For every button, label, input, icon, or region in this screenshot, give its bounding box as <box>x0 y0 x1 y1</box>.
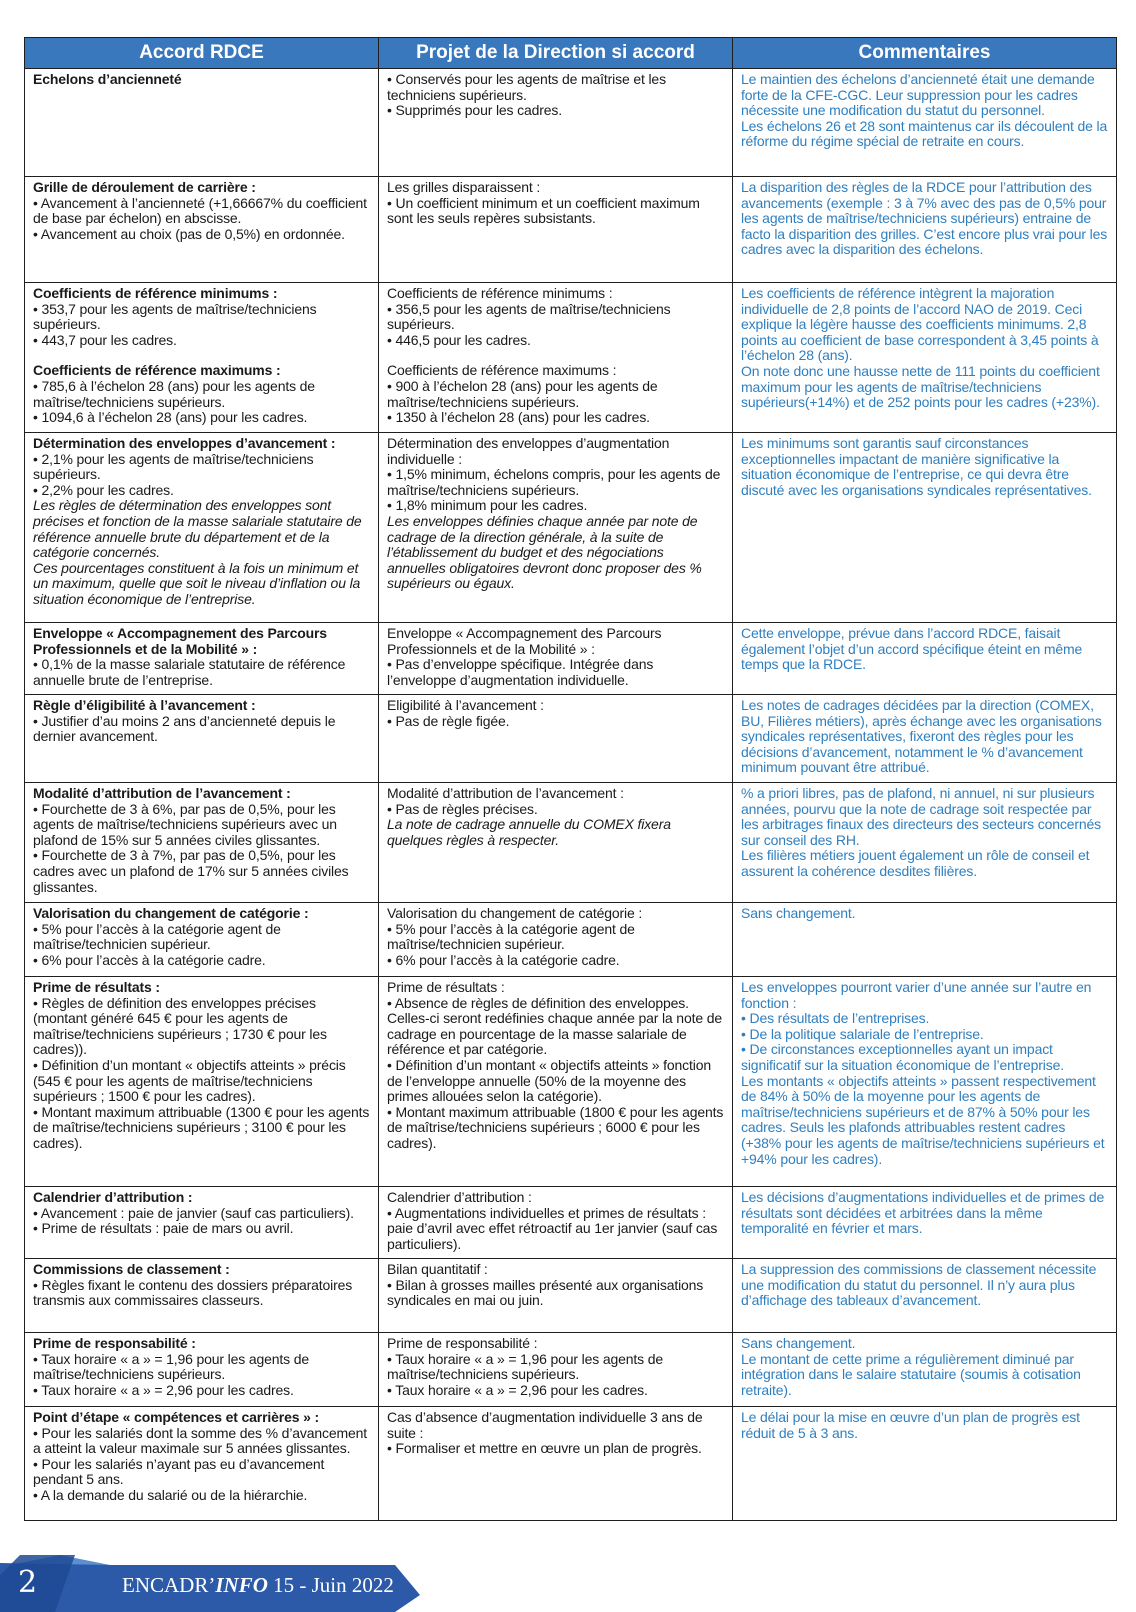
cell-text: Les enveloppes définies chaque année par note de cadrage de la direction générale, à la suite de l’établissement du budget et des négociations annuelles obligatoires devront donc proposer des % supérieurs ou égaux. <box>387 512 702 592</box>
cell-text: • Conservés pour les agents de maîtrise et les techniciens supérieurs. <box>387 71 666 103</box>
commentaires-cell <box>733 903 1117 977</box>
projet-direction-cell <box>379 695 733 783</box>
cell-text: • 5% pour l’accès à la catégorie agent de maîtrise/technicien supérieur. <box>387 920 635 953</box>
cell-text: • Des résultats de l’entreprises. <box>741 1010 930 1027</box>
cell-text: Les coefficients de référence intègrent la majoration individuelle de 2,8 points de l’accord NAO de 2019. Ceci explique la légère hausse des coefficients minimums. 2,8 points au coefficient de base correspondent à 3,45 points à l’échelon 28 (ans). <box>741 285 1099 364</box>
cell-text: Les échelons 26 et 28 sont maintenus car ils découlent de la réforme du régime spécial de retraite en cours. <box>741 117 1108 150</box>
accord-rdce-cell <box>25 177 379 283</box>
cell-text: • Justifier d’au moins 2 ans d’ancienneté depuis le dernier avancement. <box>33 712 336 745</box>
cell-heading: Prime de responsabilité : <box>33 1335 196 1351</box>
cell-paragraph <box>387 363 725 425</box>
cell-text: Les filières métiers jouent également un rôle de conseil et assurent la cohérence desdites filières. <box>741 847 1090 879</box>
table-row <box>25 1259 1117 1333</box>
cell-heading: Calendrier d’attribution : <box>33 1189 193 1205</box>
cell-heading: Coefficients de référence maximums : <box>33 362 281 379</box>
cell-text: • 1350 à l’échelon 28 (ans) pour les cadres. <box>387 409 650 426</box>
cell-text: • Supprimés pour les cadres. <box>387 102 563 119</box>
header-row <box>25 38 1117 69</box>
cell-text: Sans changement. <box>741 905 856 921</box>
cell-text: • 443,7 pour les cadres. <box>33 331 177 348</box>
projet-direction-cell <box>379 283 733 433</box>
cell-text: • 356,5 pour les agents de maîtrise/techniciens supérieurs. <box>387 300 671 333</box>
cell-heading: Coefficients de référence minimums : <box>33 285 278 301</box>
cell-text: Les enveloppes pourront varier d’une année sur l’autre en fonction : <box>741 979 1092 1011</box>
cell-text: • 446,5 pour les cadres. <box>387 331 531 348</box>
commentaires-cell <box>733 623 1117 695</box>
table-row <box>25 1333 1117 1407</box>
cell-text: Les montants « objectifs atteints » passent respectivement de 84% à 50% de la moyenne pour les agents de maîtrise/techniciens supérieurs et de 87% à 50% pour les cadres. Seuls les plafonds attribuables restent cadres (+38% pour les agents de maîtrise/techniciens supérieurs et +94% pour les cadres). <box>741 1072 1105 1167</box>
cell-text: Coefficients de référence minimums : <box>387 285 613 301</box>
cell-text: • Pas de règles précises. <box>387 800 538 817</box>
cell-text: Cas d’absence d’augmentation individuelle 3 ans de suite : <box>387 1409 703 1441</box>
cell-text: • Avancement à l’ancienneté (+1,66667% du coefficient de base par échelon) en abscisse. <box>33 194 367 227</box>
cell-text: Bilan quantitatif : <box>387 1261 488 1277</box>
cell-text: • Pour les salariés dont la somme des % d’avancement a atteint la valeur maximale sur 5 années glissantes. <box>33 1424 368 1457</box>
cell-text: • De la politique salariale de l’entreprise. <box>741 1025 984 1042</box>
table-row <box>25 433 1117 623</box>
cell-heading: Grille de déroulement de carrière : <box>33 179 256 195</box>
cell-text: La note de cadrage annuelle du COMEX fixera quelques règles à respecter. <box>387 816 671 848</box>
cell-text: • Avancement : paie de janvier (sauf cas particuliers). <box>33 1204 354 1221</box>
magazine-title <box>122 1573 394 1598</box>
accord-rdce-cell <box>25 695 379 783</box>
cell-text: Coefficients de référence maximums : <box>387 362 617 379</box>
column-header-commentaires: Commentaires <box>733 38 1117 69</box>
projet-direction-cell <box>379 977 733 1187</box>
cell-text: Eligibilité à l’avancement : <box>387 697 544 713</box>
cell-heading: Point d’étape « compétences et carrières » : <box>33 1409 319 1425</box>
table-row <box>25 1407 1117 1521</box>
cell-text: • Taux horaire « a » = 1,96 pour les agents de maîtrise/techniciens supérieurs. <box>33 1350 309 1383</box>
cell-text: Prime de responsabilité : <box>387 1335 538 1351</box>
cell-text: • Règles fixant le contenu des dossiers préparatoires transmis aux commissaires classeurs. <box>33 1276 353 1309</box>
cell-text: La disparition des règles de la RDCE pour l’attribution des avancements (exemple : 3 à 7% avec des pas de 0,5% pour les agents de maîtrise/techniciens supérieurs) entraine de facto la disparition des grilles. C’est encore plus vrai pour les cadres avec la disparition des échelons. <box>741 179 1108 258</box>
cell-text: • Taux horaire « a » = 2,96 pour les cadres. <box>33 1381 294 1398</box>
table-row <box>25 69 1117 177</box>
magazine-suffix: INFO <box>215 1573 268 1597</box>
cell-heading: Commissions de classement : <box>33 1261 230 1277</box>
cell-heading: Règle d’éligibilité à l’avancement : <box>33 697 256 713</box>
cell-text: • 5% pour l’accès à la catégorie agent de maîtrise/technicien supérieur. <box>33 920 281 953</box>
cell-text: On note donc une hausse nette de 111 points du coefficient maximum pour les agents de maîtrise/techniciens supérieurs(+14%) et de 252 points pour les cadres (+23%). <box>741 362 1100 411</box>
cell-text: Cette enveloppe, prévue dans l’accord RDCE, faisait également l’objet d’un accord spécifique éteint en même temps que la RDCE. <box>741 625 1083 673</box>
table-row <box>25 177 1117 283</box>
magazine-issue: 15 - Juin 2022 <box>267 1573 394 1597</box>
commentaires-cell <box>733 1407 1117 1521</box>
commentaires-cell <box>733 433 1117 623</box>
accord-rdce-cell <box>25 783 379 903</box>
commentaires-cell <box>733 1333 1117 1407</box>
cell-text: • Définition d’un montant « objectifs atteints » précis (545 € pour les agents de maîtrise/techniciens supérieurs ; 1500 € pour les cadres). <box>33 1056 346 1105</box>
cell-text: • Fourchette de 3 à 7%, par pas de 0,5%, pour les cadres avec un plafond de 17% sur 5 années civiles glissantes. <box>33 847 349 895</box>
cell-text: • 353,7 pour les agents de maîtrise/techniciens supérieurs. <box>33 300 317 333</box>
cell-text: • Taux horaire « a » = 1,96 pour les agents de maîtrise/techniciens supérieurs. <box>387 1350 663 1383</box>
cell-text: Le montant de cette prime a régulièrement diminué par intégration dans le salaire statutaire (soumis à cotisation retraite). <box>741 1350 1081 1398</box>
projet-direction-cell <box>379 177 733 283</box>
cell-text: • Formaliser et mettre en œuvre un plan de progrès. <box>387 1440 702 1457</box>
table-row <box>25 623 1117 695</box>
projet-direction-cell <box>379 783 733 903</box>
cell-text: • Pas d’enveloppe spécifique. Intégrée dans l’enveloppe d’augmentation individuelle. <box>387 656 654 688</box>
cell-text: • Fourchette de 3 à 6%, par pas de 0,5%, pour les agents de maîtrise/techniciens supérieurs avec un plafond de 15% sur 5 années civiles glissantes. <box>33 800 337 848</box>
table-row <box>25 903 1117 977</box>
comparison-table <box>24 37 1117 1521</box>
cell-text: Enveloppe « Accompagnement des Parcours Professionnels et de la Mobilité » : <box>387 625 662 657</box>
cell-text: • Montant maximum attribuable (1800 € pour les agents de maîtrise/techniciens supérieurs ; 6000 € pour les cadres). <box>387 1103 724 1151</box>
cell-text: Le maintien des échelons d’ancienneté était une demande forte de la CFE-CGC. Leur suppression pour les cadres nécessite une modification du statut du personnel. <box>741 71 1095 119</box>
accord-rdce-cell <box>25 977 379 1187</box>
table-row <box>25 977 1117 1187</box>
cell-heading: Valorisation du changement de catégorie : <box>33 905 309 921</box>
cell-text: • 900 à l’échelon 28 (ans) pour les agents de maîtrise/techniciens supérieurs. <box>387 377 658 410</box>
cell-text: La suppression des commissions de classement nécessite une modification du statut du personnel. Il n’y aura plus d’affichage des tableaux d’avancement. <box>741 1261 1097 1309</box>
cell-heading: Enveloppe « Accompagnement des Parcours Professionnels et de la Mobilité » : <box>33 625 327 657</box>
cell-text: • De circonstances exceptionnelles ayant un impact significatif sur la situation économique de l’entreprise. <box>741 1041 1064 1073</box>
cell-text: Calendrier d’attribution : <box>387 1189 532 1205</box>
commentaires-cell <box>733 977 1117 1187</box>
column-header-accord-rdce: Accord RDCE <box>25 38 379 69</box>
cell-text: Le délai pour la mise en œuvre d’un plan de progrès est réduit de 5 à 3 ans. <box>741 1409 1080 1441</box>
cell-text: Prime de résultats : <box>387 979 505 995</box>
accord-rdce-cell <box>25 283 379 433</box>
cell-text: Modalité d’attribution de l’avancement : <box>387 785 624 801</box>
cell-text: • Bilan à grosses mailles présenté aux organisations syndicales en mai ou juin. <box>387 1276 704 1309</box>
cell-text: Les décisions d’augmentations individuelles et de primes de résultats sont décidées et arbitrées dans la même temporalité en février et mars. <box>741 1189 1105 1237</box>
cell-paragraph <box>33 363 371 425</box>
commentaires-cell <box>733 1187 1117 1259</box>
cell-text: • Augmentations individuelles et primes de résultats : paie d’avril avec effet rétroactif au 1er janvier (sauf cas particuliers). <box>387 1204 718 1252</box>
commentaires-cell <box>733 69 1117 177</box>
accord-rdce-cell <box>25 1259 379 1333</box>
table-row <box>25 1187 1117 1259</box>
cell-text: • 6% pour l’accès à la catégorie cadre. <box>387 951 620 968</box>
cell-text: • 1094,6 à l’échelon 28 (ans) pour les cadres. <box>33 409 308 426</box>
cell-paragraph <box>33 286 371 348</box>
cell-text: • 1,8% minimum pour les cadres. <box>387 497 588 514</box>
cell-text: Sans changement. <box>741 1335 856 1351</box>
cell-text: • 0,1% de la masse salariale statutaire de référence annuelle brute de l’entreprise. <box>33 656 346 688</box>
projet-direction-cell <box>379 1333 733 1407</box>
cell-text: • Un coefficient minimum et un coefficient maximum sont les seuls repères subsistants. <box>387 194 700 227</box>
projet-direction-cell <box>379 903 733 977</box>
magazine-prefix: ENCADR’ <box>122 1573 216 1597</box>
table-row <box>25 695 1117 783</box>
cell-heading: Détermination des enveloppes d’avancement : <box>33 435 336 451</box>
accord-rdce-cell <box>25 1333 379 1407</box>
cell-text: • Taux horaire « a » = 2,96 pour les cadres. <box>387 1381 648 1398</box>
projet-direction-cell <box>379 433 733 623</box>
accord-rdce-cell <box>25 903 379 977</box>
projet-direction-cell <box>379 623 733 695</box>
table-header <box>25 38 1117 69</box>
table-body <box>25 69 1117 1521</box>
cell-text: • A la demande du salarié ou de la hiérarchie. <box>33 1486 308 1503</box>
projet-direction-cell <box>379 1407 733 1521</box>
cell-text: Ces pourcentages constituent à la fois un minimum et un maximum, quelle que soit le niveau d’inflation ou la situation économique de l’entreprise. <box>33 559 361 607</box>
cell-text: • Absence de règles de définition des enveloppes. Celles-ci seront redéfinies chaque année par la note de cadrage en pourcentage de la masse salariale de référence et par catégorie. <box>387 994 722 1058</box>
cell-text: • 2,2% pour les cadres. <box>33 481 174 498</box>
cell-text: • Règles de définition des enveloppes précises (montant généré 645 € pour les agents de maîtrise/techniciens supérieurs ; 1730 € pour les cadres)). <box>33 994 327 1058</box>
cell-text: % a priori libres, pas de plafond, ni annuel, ni sur plusieurs années, pourvu que la note de cadrage soit respectée par les arbitrages finaux des directeurs des secteurs concernés sur conseil des RH. <box>741 785 1102 848</box>
cell-text: • Définition d’un montant « objectifs atteints » fonction de l’enveloppe annuelle (50% de la moyenne des primes allouées selon la catégorie). <box>387 1056 711 1105</box>
commentaires-cell <box>733 283 1117 433</box>
cell-text: • 6% pour l’accès à la catégorie cadre. <box>33 951 266 968</box>
cell-text: Détermination des enveloppes d’augmentation individuelle : <box>387 435 670 467</box>
page-footer <box>0 1555 420 1612</box>
cell-heading: Echelons d’ancienneté <box>33 71 182 87</box>
cell-text: Les grilles disparaissent : <box>387 179 541 195</box>
cell-text: • 785,6 à l’échelon 28 (ans) pour les agents de maîtrise/techniciens supérieurs. <box>33 377 315 410</box>
table-row <box>25 783 1117 903</box>
accord-rdce-cell <box>25 1187 379 1259</box>
cell-text: • Montant maximum attribuable (1300 € pour les agents de maîtrise/techniciens supérieurs ; 3100 € pour les cadres). <box>33 1103 370 1151</box>
cell-heading: Prime de résultats : <box>33 979 160 995</box>
cell-text: • Prime de résultats : paie de mars ou avril. <box>33 1220 294 1237</box>
table-row <box>25 283 1117 433</box>
column-header-projet-direction: Projet de la Direction si accord <box>379 38 733 69</box>
cell-paragraph <box>387 286 725 348</box>
commentaires-cell <box>733 783 1117 903</box>
cell-text: • 2,1% pour les agents de maîtrise/techniciens supérieurs. <box>33 450 314 483</box>
cell-heading: Modalité d’attribution de l’avancement : <box>33 785 291 801</box>
accord-rdce-cell <box>25 1407 379 1521</box>
commentaires-cell <box>733 177 1117 283</box>
cell-text: Les règles de détermination des enveloppes sont précises et fonction de la masse salariale statutaire de référence annuelle brute du département et de la catégorie concernés. <box>33 497 362 561</box>
accord-rdce-cell <box>25 623 379 695</box>
accord-rdce-cell <box>25 433 379 623</box>
cell-text: • 1,5% minimum, échelons compris, pour les agents de maîtrise/techniciens supérieurs. <box>387 466 721 498</box>
page-number: 2 <box>18 1565 38 1600</box>
commentaires-cell <box>733 1259 1117 1333</box>
cell-text: • Pas de règle figée. <box>387 712 510 729</box>
cell-text: Les minimums sont garantis sauf circonstances exceptionnelles impactant de manière significative la situation économique de l’entreprise, ce qui devra être discuté avec les organisations syndicales représentatives. <box>741 435 1092 498</box>
cell-text: Valorisation du changement de catégorie : <box>387 905 643 921</box>
accord-rdce-cell <box>25 69 379 177</box>
commentaires-cell <box>733 695 1117 783</box>
projet-direction-cell <box>379 1187 733 1259</box>
projet-direction-cell <box>379 1259 733 1333</box>
cell-text: Les notes de cadrages décidées par la direction (COMEX, BU, Filières métiers), après échange avec les organisations syndicales représentatives, fixeront des règles pour les décisions d’avancement, notamment le % d’avancement minimum pouvant être attribué. <box>741 697 1102 776</box>
cell-text: • Avancement au choix (pas de 0,5%) en ordonnée. <box>33 225 345 242</box>
cell-paragraph <box>741 72 1109 150</box>
cell-paragraph <box>387 72 725 119</box>
cell-text: • Pour les salariés n’ayant pas eu d’avancement pendant 5 ans. <box>33 1455 325 1488</box>
projet-direction-cell <box>379 69 733 177</box>
